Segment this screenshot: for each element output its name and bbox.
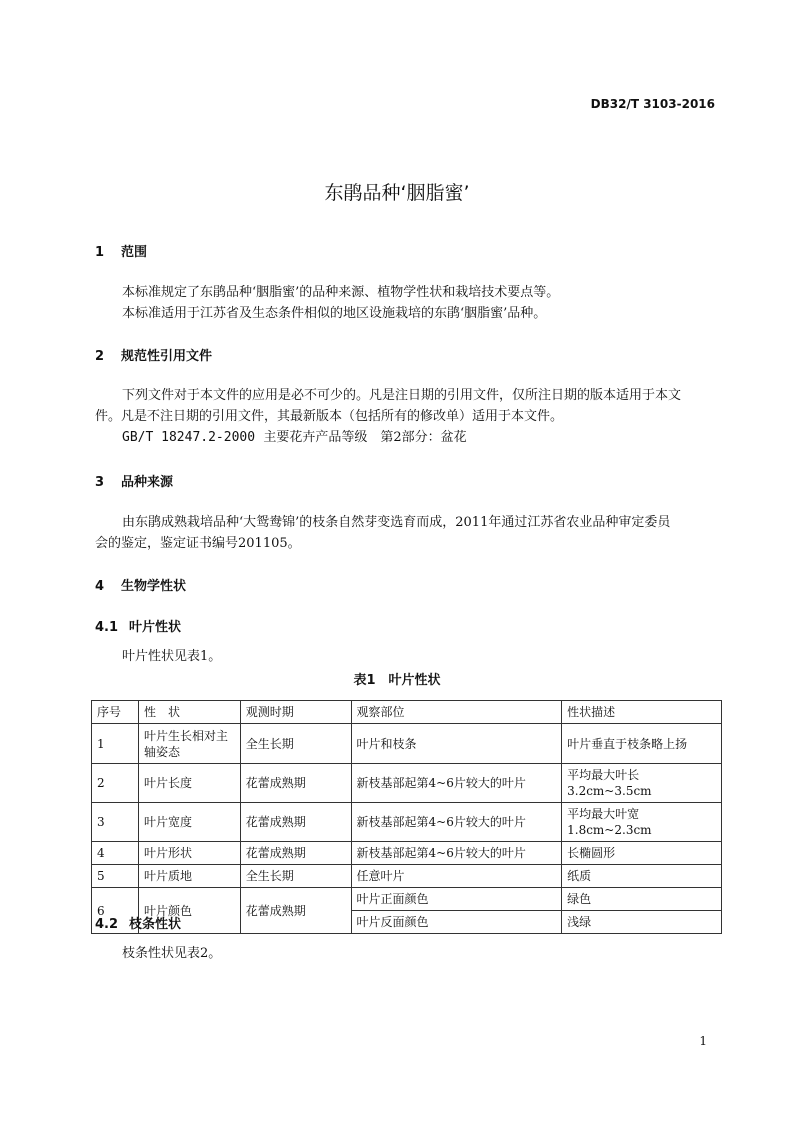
table-cell: 2 [92,764,139,803]
paragraph-line: 下列文件对于本文件的应用是必不可少的。凡是注日期的引用文件，仅所注日期的版本适用于本文 [122,388,682,403]
table-row [92,865,722,888]
table-row [92,842,722,865]
table-cell: 绿色 [562,888,722,911]
table-row [92,724,722,764]
section-number: 3 [95,475,105,490]
table-cell: 平均最大叶宽1.8cm~2.3cm [562,803,722,842]
section-2-heading [95,345,212,364]
page-number: 1 [699,1034,707,1048]
section-title: 规范性引用文件 [121,349,213,364]
table-cell: 全生长期 [240,724,351,764]
table-cell: 叶片生长相对主轴姿态 [138,724,240,764]
section-4-heading [95,575,186,594]
table-cell: 花蕾成熟期 [240,803,351,842]
table-cell: 3 [92,803,139,842]
section-title: 叶片性状 [129,620,182,635]
table-cell: 叶片长度 [138,764,240,803]
table-cell: 纸质 [562,865,722,888]
section-number: 4 [95,579,105,594]
table-cell: 全生长期 [240,865,351,888]
section-2-body [95,385,720,448]
header-cell: 观察部位 [351,701,562,724]
table-cell: 新枝基部起第4~6片较大的叶片 [351,803,562,842]
table-cell: 长椭圆形 [562,842,722,865]
reference-code: GB/T 18247.2-2000 [122,430,256,445]
section-1-heading [95,241,147,260]
paragraph-line: 件。凡是不注日期的引用文件，其最新版本（包括所有的修改单）适用于本文件。 [95,409,564,424]
table-row [92,888,722,911]
leaf-traits-table [91,700,722,934]
table-cell: 浅绿 [562,911,722,934]
table-header-row [92,701,722,724]
table-cell: 叶片反面颜色 [351,911,562,934]
section-number: 4.2 [95,917,119,932]
table-cell: 5 [92,865,139,888]
table-cell: 叶片颜色 [138,888,240,934]
standard-code: DB32/T 3103-2016 [590,97,715,111]
table-cell: 花蕾成熟期 [240,764,351,803]
document-title: 东鹃品种‘胭脂蜜’ [324,182,470,204]
section-title: 枝条性状 [129,917,182,932]
section-1-body [95,282,720,324]
table-cell: 4 [92,842,139,865]
section-4-1-body [95,646,720,667]
paragraph-line: 会的鉴定，鉴定证书编号201105。 [95,536,301,551]
table-cell: 叶片质地 [138,865,240,888]
section-3-heading [95,471,173,490]
reference-title: 主要花卉产品等级 第2部分：盆花 [263,430,467,445]
table-row [92,803,722,842]
table-cell: 叶片形状 [138,842,240,865]
table-cell: 1 [92,724,139,764]
section-number: 2 [95,349,105,364]
section-title: 品种来源 [121,475,174,490]
paragraph: 叶片性状见表1。 [122,649,222,664]
table-cell: 6 [92,888,139,934]
normative-reference [95,427,720,448]
table-row [92,764,722,803]
table-cell: 新枝基部起第4~6片较大的叶片 [351,764,562,803]
header-cell: 性 状 [138,701,240,724]
section-4-2-body [95,943,720,964]
table-cell: 新枝基部起第4~6片较大的叶片 [351,842,562,865]
header-cell: 序号 [92,701,139,724]
section-3-body [95,512,720,554]
section-4-1-heading [95,616,181,635]
section-title: 范围 [121,245,148,260]
paragraph: 本标准规定了东鹃品种‘胭脂蜜’的品种来源、植物学性状和栽培技术要点等。 [122,285,560,300]
paragraph-line: 由东鹃成熟栽培品种‘大鸳鸯锦’的枝条自然芽变选育而成，2011年通过江苏省农业品种审定委员 [122,515,671,530]
paragraph: 枝条性状见表2。 [122,946,222,961]
table-cell: 叶片正面颜色 [351,888,562,911]
section-title: 生物学性状 [121,579,187,594]
header-cell: 观测时期 [240,701,351,724]
section-number: 1 [95,245,105,260]
section-4-2-heading [95,913,181,932]
table-cell: 任意叶片 [351,865,562,888]
table-cell: 平均最大叶长3.2cm~3.5cm [562,764,722,803]
table-caption: 表1 叶片性状 [353,673,441,688]
paragraph: 本标准适用于江苏省及生态条件相似的地区设施栽培的东鹃‘胭脂蜜’品种。 [122,306,547,321]
table-cell: 叶片垂直于枝条略上扬 [562,724,722,764]
table-cell: 花蕾成熟期 [240,842,351,865]
table-cell: 叶片宽度 [138,803,240,842]
table-cell: 叶片和枝条 [351,724,562,764]
section-number: 4.1 [95,620,119,635]
table-cell: 花蕾成熟期 [240,888,351,934]
header-cell: 性状描述 [562,701,722,724]
